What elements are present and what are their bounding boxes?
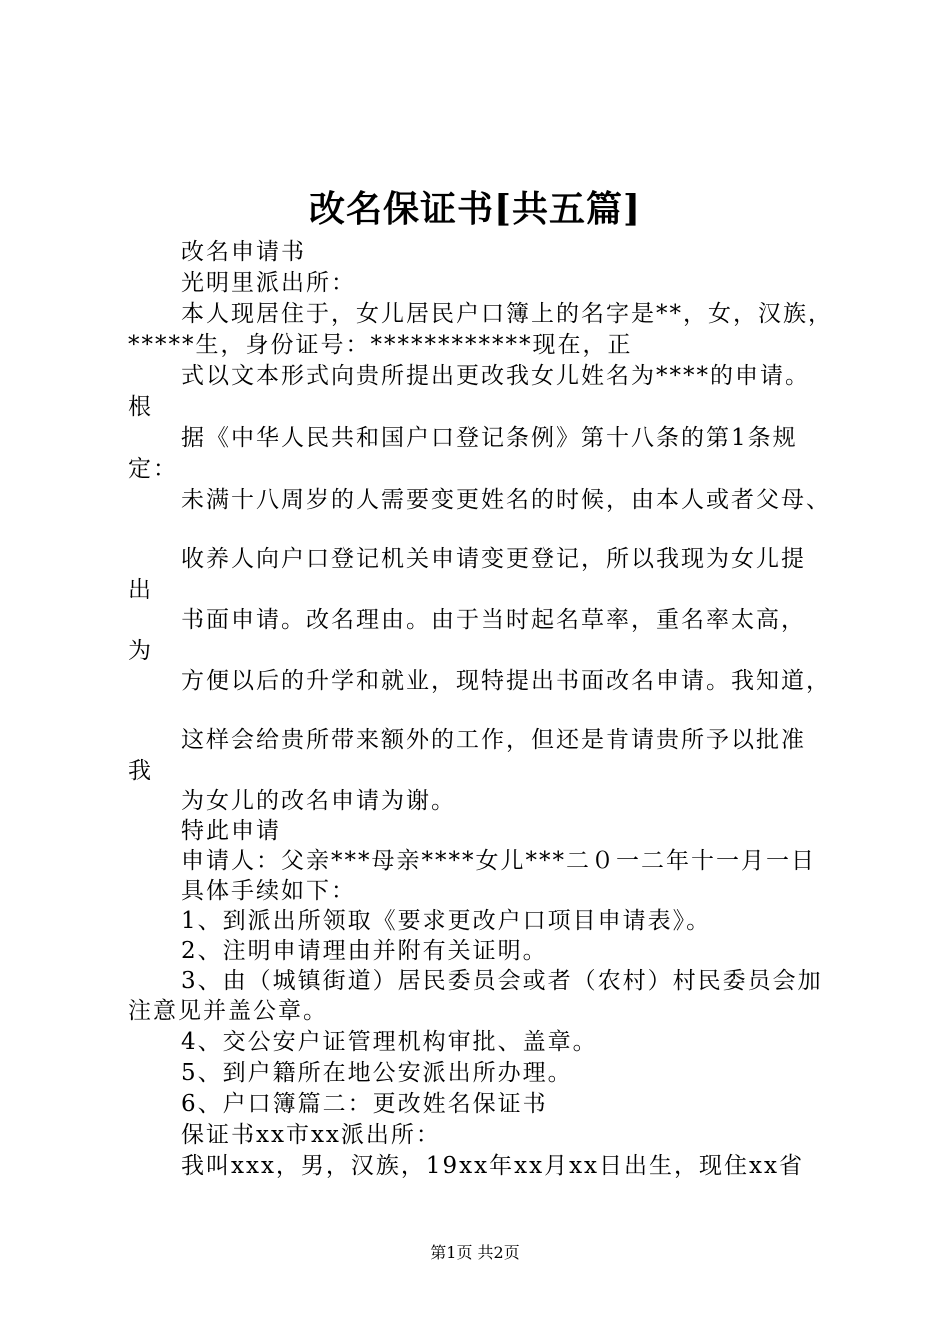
text-line: 注意见并盖公章。 — [128, 998, 328, 1024]
text-line: 6、户口簿篇二：更改姓名保证书 — [181, 1091, 548, 1117]
text-line: 我叫xxx，男，汉族，19xx年xx月xx日出生，现住xx省 — [181, 1153, 804, 1179]
text-line: 特此申请 — [181, 818, 281, 844]
text-line: 未满十八周岁的人需要变更姓名的时候，由本人或者父母、 — [181, 487, 831, 513]
text-line: *****生，身份证号：************现在，正 — [128, 332, 633, 358]
text-line: 4、交公安户证管理机构审批、盖章。 — [181, 1029, 598, 1055]
text-line: 1、到派出所领取《要求更改户口项目申请表》。 — [181, 908, 712, 934]
text-line: 式以文本形式向贵所提出更改我女儿姓名为****的申请。 — [181, 363, 810, 389]
text-line: 光明里派出所： — [181, 270, 356, 296]
text-line: 方便以后的升学和就业，现特提出书面改名申请。我知道， — [181, 668, 831, 694]
text-line: 为 — [128, 638, 153, 664]
text-line: 改名申请书 — [181, 239, 306, 265]
text-line: 定： — [128, 456, 178, 482]
text-line: 据《中华人民共和国户口登记条例》第十八条的第1条规 — [181, 425, 798, 451]
text-line: 具体手续如下： — [181, 878, 356, 904]
text-line: 我 — [128, 758, 153, 784]
text-line: 本人现居住于，女儿居民户口簿上的名字是**，女，汉族， — [181, 301, 833, 327]
text-line: 3、由（城镇街道）居民委员会或者（农村）村民委员会加 — [181, 968, 823, 994]
text-line: 根 — [128, 394, 153, 420]
text-line: 2、注明申请理由并附有关证明。 — [181, 938, 548, 964]
page-footer: 第1页 共2页 — [430, 1243, 520, 1262]
document-title: 改名保证书[共五篇] — [308, 188, 642, 230]
text-line: 这样会给贵所带来额外的工作，但还是肯请贵所予以批准 — [181, 727, 806, 753]
text-line: 出 — [128, 577, 153, 603]
text-line: 保证书xx市xx派出所： — [181, 1122, 441, 1148]
text-line: 书面申请。改名理由。由于当时起名草率，重名率太高， — [181, 607, 806, 633]
text-line: 收养人向户口登记机关申请变更登记，所以我现为女儿提 — [181, 546, 806, 572]
text-line: 5、到户籍所在地公安派出所办理。 — [181, 1060, 573, 1086]
text-line: 申请人：父亲***母亲****女儿***二０一二年十一月一日 — [181, 848, 816, 874]
text-line: 为女儿的改名申请为谢。 — [181, 788, 456, 814]
